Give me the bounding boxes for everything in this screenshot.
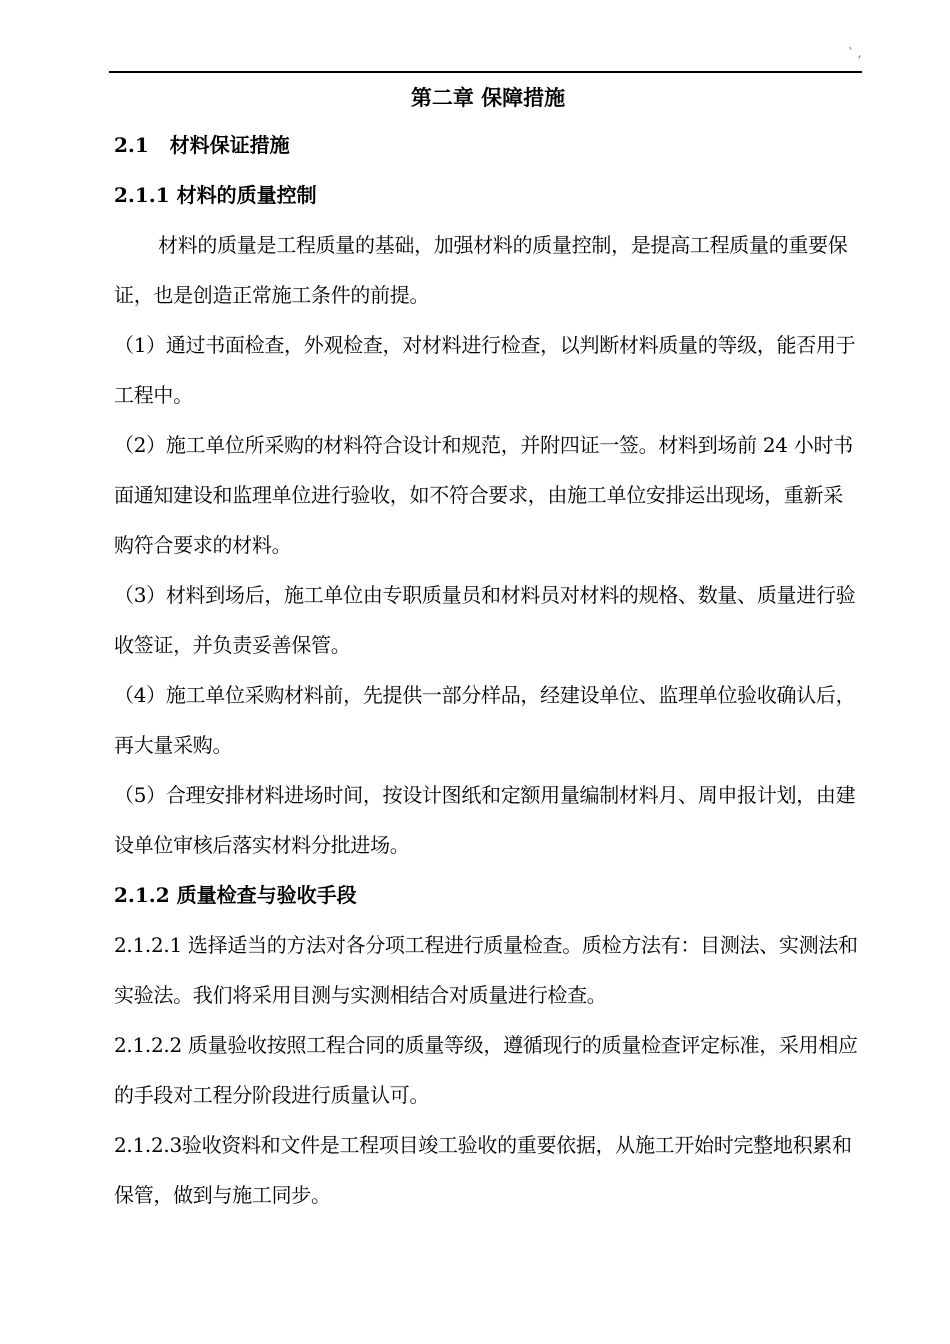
header-rule <box>109 71 862 73</box>
list-item-3: （3）材料到场后，施工单位由专职质量员和材料员对材料的规格、数量、质量进行验收签证，并负责妥善保管。 <box>114 583 856 657</box>
list-item-5: （5）合理安排材料进场时间，按设计图纸和定额用量编制材料月、周申报计划，由建设单位审核后落实材料分批进场。 <box>114 783 856 857</box>
paragraph-intro: 材料的质量是工程质量的基础，加强材料的质量控制，是提高工程质量的重要保证，也是创造正常施工条件的前提。 <box>114 233 848 307</box>
paragraph-2-1-2-2: 2.1.2.2 质量验收按照工程合同的质量等级，遵循现行的质量检查评定标准，采用相应的手段对工程分阶段进行质量认可。 <box>114 1033 858 1107</box>
chapter-title: 第二章 保障措施 <box>410 85 566 110</box>
list-item-2: （2）施工单位所采购的材料符合设计和规范，并附四证一签。材料到场前 24 小时书面通知建设和监理单位进行验收，如不符合要求，由施工单位安排运出现场，重新采购符合要求的材料。 <box>114 433 853 557</box>
list-item-4: （4）施工单位采购材料前，先提供一部分样品，经建设单位、监理单位验收确认后，再大量采购。 <box>114 683 856 757</box>
section-title-2-1-2: 2.1.2 质量检查与验收手段 <box>114 883 357 907</box>
section-title-2-1: 2.1 材料保证措施 <box>114 133 290 157</box>
document-body <box>114 76 862 1220</box>
header-mark: ` , <box>848 46 862 60</box>
section-title-2-1-1: 2.1.1 材料的质量控制 <box>114 183 317 207</box>
paragraph-2-1-2-1: 2.1.2.1 选择适当的方法对各分项工程进行质量检查。质检方法有：目测法、实测法和实验法。我们将采用目测与实测相结合对质量进行检查。 <box>114 933 858 1007</box>
paragraph-2-1-2-3: 2.1.2.3验收资料和文件是工程项目竣工验收的重要依据，从施工开始时完整地积累和保管，做到与施工同步。 <box>114 1133 852 1207</box>
list-item-1: （1）通过书面检查，外观检查，对材料进行检查，以判断材料质量的等级，能否用于工程中。 <box>114 333 856 407</box>
